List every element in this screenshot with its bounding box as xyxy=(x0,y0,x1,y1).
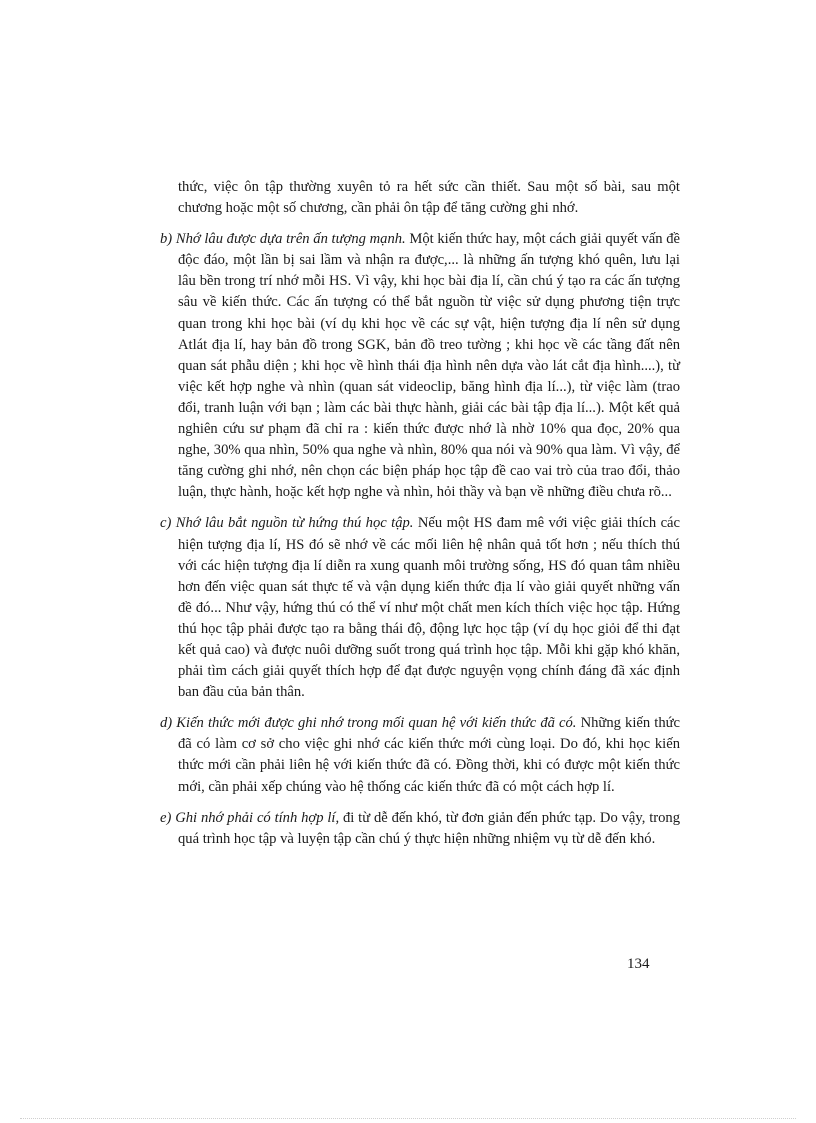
item-marker: c) xyxy=(160,515,172,532)
text-block xyxy=(160,177,680,850)
list-item-e xyxy=(160,808,680,850)
item-body: Một kiến thức hay, một cách giải quyết vấn đề độc đáo, một lần bị sai lầm và nhận ra được,... là những ấn tượng khó quên, lưu lại lâu bền trong trí nhớ mỗi HS. Vì vậy, khi học bài địa lí, cần chú ý tạo ra các ấn tượng sâu về kiến thức. Các ấn tượng có thể bắt nguồn từ việc sử dụng phương tiện trực quan trong khi học bài (ví dụ khi học về các sự vật, hiện tượng địa lí nên sử dụng Atlát địa lí, hay bản đồ trong SGK, bản đồ treo tường ; khi học về các tầng đất nên quan sát phẫu diện ; khi học về hình thái địa hình nên dựa vào lát cắt địa hình....), từ việc kết hợp nghe và nhìn (quan sát videoclip, băng hình địa lí...), từ việc làm (trao đổi, tranh luận với bạn ; làm các bài thực hành, giải các bài tập địa lí...). Một kết quả nghiên cứu sư phạm đã chỉ ra : kiến thức được nhớ là nhờ 10% qua đọc, 20% qua nghe, 30% qua nhìn, 50% qua nghe và nhìn, 80% qua nói và 90% qua làm. Vì vậy, để tăng cường ghi nhớ, nên chọn các biện pháp học tập đề cao vai trò của trao đổi, thảo luận, thực hành, hoặc kết hợp nghe và nhìn, hỏi thầy và bạn về những điều chưa rõ... xyxy=(178,231,680,501)
item-lead: Ghi nhớ phải có tính hợp lí, xyxy=(175,809,340,826)
page-number: 134 xyxy=(627,956,650,972)
item-lead: Kiến thức mới được ghi nhớ trong mối quan hệ với kiến thức đã có. xyxy=(176,715,577,732)
item-marker: b) xyxy=(160,231,173,248)
item-lead: Nhớ lâu bắt nguồn từ hứng thú học tập. xyxy=(175,515,414,532)
item-lead: Nhớ lâu được dựa trên ấn tượng mạnh. xyxy=(175,231,406,248)
continuation-paragraph: thức, việc ôn tập thường xuyên tỏ ra hết sức cần thiết. Sau một số bài, sau một chương hoặc một số chương, cần phải ôn tập để tăng cường ghi nhớ. xyxy=(178,179,680,217)
list-item-d xyxy=(160,713,680,797)
item-body: Nếu một HS đam mê với việc giải thích các hiện tượng địa lí, HS đó sẽ nhớ về các mối liên hệ nhân quả tốt hơn ; nếu thích thú với các hiện tượng địa lí diễn ra xung quanh môi trường sống, HS đó quan tâm nhiều hơn đến việc quan sát thực tế và vận dụng kiến thức địa lí vào giải quyết những vấn đề đó... Như vậy, hứng thú có thể ví như một chất men kích thích việc học tập. Hứng thú học tập phải được tạo ra bằng thái độ, động lực học tập (ví dụ học giỏi để thi đạt kết quả cao) và được nuôi dưỡng suốt trong quá trình học tập. Mỗi khi gặp khó khăn, phải tìm cách giải quyết thích hợp để đạt được nguyện vọng chính đáng đã xác định ban đầu của bản thân. xyxy=(178,515,681,701)
bottom-divider xyxy=(20,1118,796,1119)
item-body: Những kiến thức đã có làm cơ sở cho việc ghi nhớ các kiến thức mới cùng loại. Do đó, khi học kiến thức mới cần phải liên hệ với kiến thức đã có. Đồng thời, khi có được một kiến thức mới, cần phải xếp chúng vào hệ thống các kiến thức đã có một cách hợp lí. xyxy=(178,715,680,795)
item-marker: d) xyxy=(160,715,173,732)
item-body: đi từ dễ đến khó, từ đơn giản đến phức tạp. Do vậy, trong quá trình học tập và luyện tập cần chú ý thực hiện những nhiệm vụ từ dễ đến khó. xyxy=(178,809,681,847)
list-item-b xyxy=(160,229,680,503)
list-item-c xyxy=(160,513,680,703)
item-marker: e) xyxy=(160,809,172,826)
